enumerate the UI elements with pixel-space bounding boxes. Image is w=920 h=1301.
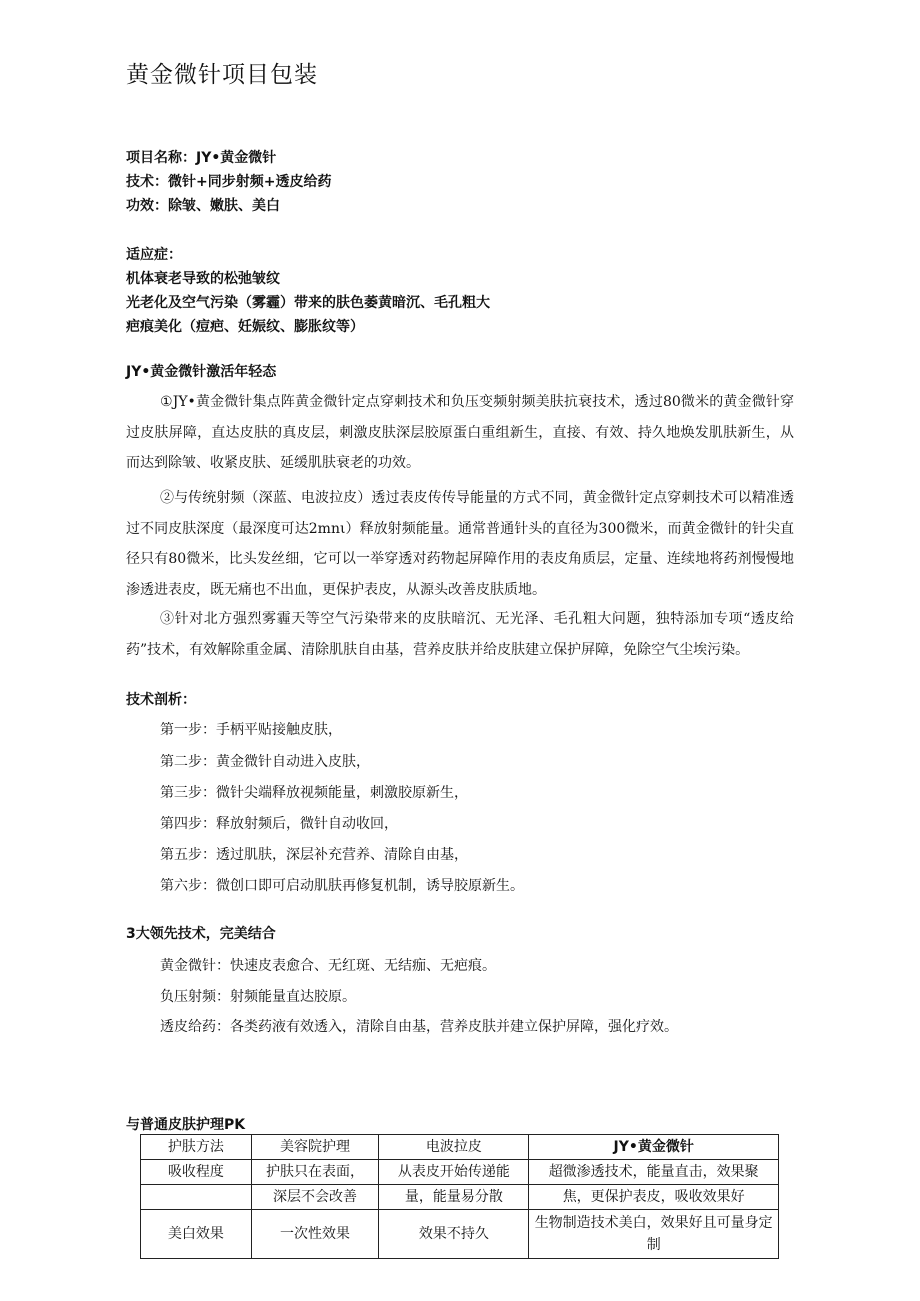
three-tech-heading xyxy=(126,922,276,946)
activation-heading-text: JY•黄金微针激活年轻态 xyxy=(126,364,277,380)
project-name: 项目名称：JY•黄金微针 xyxy=(126,150,277,166)
indication-item: 光老化及空气污染（雾霾）带来的肤色萎黄暗沉、毛孔粗大 xyxy=(126,295,490,311)
table-row xyxy=(141,1210,779,1259)
pk-heading: 与普通皮肤护理PK xyxy=(126,1117,246,1133)
table-cell: 超微渗透技术，能量直击，效果聚 xyxy=(529,1160,779,1185)
table-cell: 深层不会改善 xyxy=(251,1185,379,1210)
table-row xyxy=(141,1160,779,1185)
project-tech: 技术：微针+同步射频+透皮给药 xyxy=(126,174,332,190)
table-header-cell: 护肤方法 xyxy=(141,1135,252,1160)
table-cell: 美白效果 xyxy=(141,1210,252,1259)
indication-item: 机体衰老导致的松弛皱纹 xyxy=(126,271,280,287)
table-cell: 护肤只在表面， xyxy=(251,1160,379,1185)
three-tech-heading-text: 3大领先技术，完美结合 xyxy=(126,926,276,942)
table-header-cell: JY•黄金微针 xyxy=(529,1135,779,1160)
table-header-row xyxy=(141,1135,779,1160)
table-row xyxy=(141,1185,779,1210)
activation-paragraph-2: ②与传统射频（深蓝、电波拉皮）透过表皮传传导能量的方式不同，黄金微针定点穿刺技术可以精准透过不同皮肤深度（最深度可达2mnι）释放射频能量。通常普通针头的直径为300微米，而黄金微针的针尖直径只有80微米，比头发丝细，它可以一举穿透对药物起屏障作用的表皮角质层，定量、连续地将药剂慢慢地渗透进表皮，既无痛也不出血，更保护表皮，从源头改善皮肤质地。 xyxy=(126,490,794,598)
indications-heading: 适应症： xyxy=(126,247,182,263)
comparison-table xyxy=(140,1134,779,1259)
three-tech-item: 黄金微针：快速皮表愈合、无红斑、无结痂、无疤痕。 xyxy=(160,958,496,974)
analysis-step: 第六步：微创口即可启动肌肤再修复机制，诱导胶原新生。 xyxy=(160,878,524,894)
table-cell xyxy=(141,1185,252,1210)
analysis-step: 第二步：黄金微针自动进入皮肤， xyxy=(160,754,370,770)
analysis-heading-text: 技术剖析： xyxy=(126,692,196,708)
project-info xyxy=(126,146,331,218)
analysis-step: 第三步：微针尖端释放视频能量，刺激胶原新生， xyxy=(160,785,468,801)
table-cell: 焦，更保护表皮，吸收效果好 xyxy=(529,1185,779,1210)
indication-item: 疤痕美化（痘疤、妊娠纹、膨胀纹等） xyxy=(126,319,364,335)
table-header-cell: 电波拉皮 xyxy=(379,1135,529,1160)
table-header-cell: 美容院护理 xyxy=(251,1135,379,1160)
table-cell: 从表皮开始传递能 xyxy=(379,1160,529,1185)
table-cell: 效果不持久 xyxy=(379,1210,529,1259)
activation-paragraph-3: ③针对北方强烈雾霾天等空气污染带来的皮肤暗沉、无光泽、毛孔粗大问题，独特添加专项“透皮给药”技术，有效解除重金属、清除肌肤自由基，营养皮肤并给皮肤建立保护屏障，免除空气尘埃污染。 xyxy=(126,611,794,658)
analysis-heading xyxy=(126,688,196,712)
analysis-step: 第四步：释放射频后，微针自动收回， xyxy=(160,816,398,832)
table-cell: 量，能量易分散 xyxy=(379,1185,529,1210)
indications-section xyxy=(126,243,490,339)
table-cell: 吸收程度 xyxy=(141,1160,252,1185)
project-effect: 功效：除皱、嫩肤、美白 xyxy=(126,198,280,214)
document-title: 黄金微针项目包装 xyxy=(126,62,318,88)
activation-paragraph-1: ①JY•黄金微针集点阵黄金微针定点穿刺技术和负压变频射频美肤抗衰技术，透过80微米的黄金微针穿过皮肤屏障，直达皮肤的真皮层，刺激皮肤深层胶原蛋白重组新生，直接、有效、持久地焕发肌肤新生，从而达到除皱、收紧皮肤、延缓肌肤衰老的功效。 xyxy=(126,394,794,471)
three-tech-item: 负压射频：射频能量直达胶原。 xyxy=(160,989,356,1005)
activation-heading xyxy=(126,360,276,384)
analysis-step: 第一步：手柄平贴接触皮肤， xyxy=(160,722,342,738)
table-cell: 生物制造技术美白，效果好且可量身定制 xyxy=(529,1210,779,1259)
table-cell: 一次性效果 xyxy=(251,1210,379,1259)
three-tech-item: 透皮给药：各类药液有效透入，清除自由基，营养皮肤并建立保护屏障，强化疗效。 xyxy=(160,1019,678,1035)
analysis-step: 第五步：透过肌肤，深层补充营养、清除自由基， xyxy=(160,847,468,863)
